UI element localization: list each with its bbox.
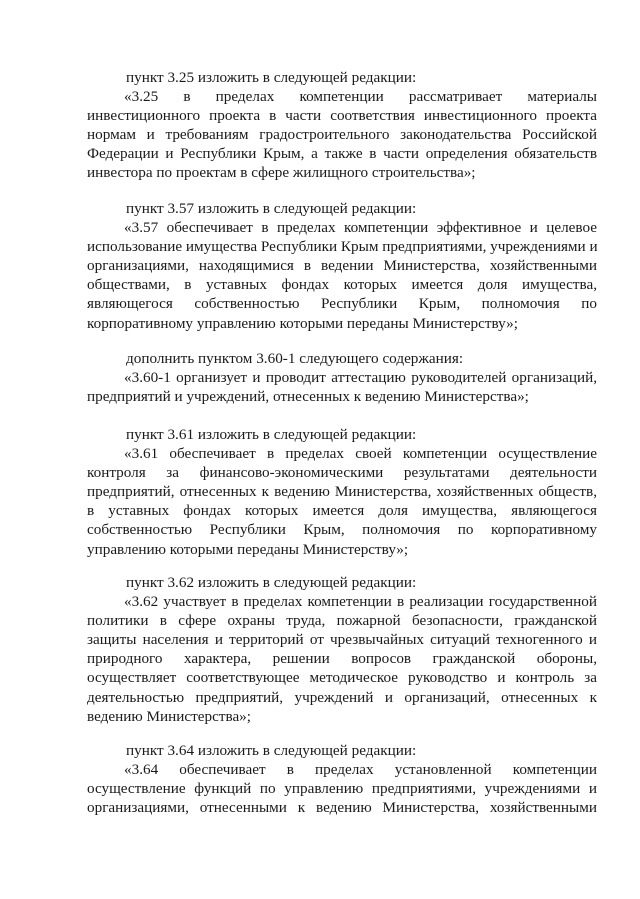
section-line: ведению Министерства»; <box>87 707 251 725</box>
section-line: предприятий, отнесенных к ведению Министерства, хозяйственных обществ, <box>87 483 597 501</box>
section-line: инвестора по проектам в сфере жилищного строительства»; <box>87 164 476 182</box>
section-line: природного характера, решении вопросов гражданской обороны, <box>87 650 597 668</box>
section-3-61 <box>87 425 597 559</box>
section-intro: дополнить пунктом 3.60-1 следующего содержания: <box>126 350 464 367</box>
section-line: предприятий и учреждений, отнесенных к ведению Министерства»; <box>87 388 529 406</box>
section-line: защиты населения и территорий от чрезвычайных ситуаций техногенного и <box>87 631 597 649</box>
section-line: «3.25 в пределах компетенции рассматривает материалы <box>124 88 597 106</box>
section-3-25 <box>87 68 597 183</box>
section-3-60-1 <box>87 349 597 406</box>
section-line: Федерации и Республики Крым, а также в части определения обязательств <box>87 145 597 163</box>
section-line: нормам и требованиям градостроительного законодательства Российской <box>87 126 597 144</box>
section-line: осуществляет соответствующее методическое руководство и контроль за <box>87 669 597 687</box>
section-intro: пункт 3.62 изложить в следующей редакции: <box>126 574 417 591</box>
section-line: организациями, отнесенными к ведению Министерства, хозяйственными <box>87 799 597 817</box>
section-line: использование имущества Республики Крым предприятиями, учреждениями и <box>87 238 598 256</box>
section-line: осуществление функций по управлению предприятиями, учреждениями и <box>87 780 597 798</box>
section-line: являющегося собственностью Республики Крым, полномочия по <box>87 295 597 313</box>
section-line: «3.62 участвует в пределах компетенции в реализации государственной <box>124 593 597 611</box>
section-line: контроля за финансово-экономическими результатами деятельности <box>87 464 597 482</box>
section-line: в уставных фондах которых имеется доля имущества, являющегося <box>87 502 597 520</box>
section-line: организациями, находящимися в ведении Министерства, хозяйственными <box>87 257 597 275</box>
section-line: «3.64 обеспечивает в пределах установленной компетенции <box>124 761 597 779</box>
section-line: обществами, в уставных фондах которых имеется доля имущества, <box>87 276 597 294</box>
section-line: управлению которыми переданы Министерству»; <box>87 540 409 558</box>
section-line: «3.60-1 организует и проводит аттестацию руководителей организаций, <box>124 369 597 387</box>
section-intro: пункт 3.25 изложить в следующей редакции: <box>126 69 417 86</box>
section-intro: пункт 3.64 изложить в следующей редакции: <box>126 742 417 759</box>
section-line: корпоративному управлению которыми переданы Министерству»; <box>87 314 518 332</box>
section-3-57 <box>87 199 597 333</box>
section-line: «3.57 обеспечивает в пределах компетенции эффективное и целевое <box>124 219 597 237</box>
section-3-64 <box>87 741 597 817</box>
section-line: «3.61 обеспечивает в пределах своей компетенции осуществление <box>124 445 597 463</box>
section-line: инвестиционного проекта в части соответствия инвестиционного проекта <box>87 107 597 125</box>
section-line: деятельностью предприятий, учреждений и организаций, отнесенных к <box>87 688 597 706</box>
section-3-62 <box>87 573 597 726</box>
section-line: собственностью Республики Крым, полномочия по корпоративному <box>87 521 597 539</box>
section-intro: пункт 3.57 изложить в следующей редакции: <box>126 200 417 217</box>
section-line: политики в сфере охраны труда, пожарной безопасности, гражданской <box>87 612 597 630</box>
section-intro: пункт 3.61 изложить в следующей редакции: <box>126 426 417 443</box>
